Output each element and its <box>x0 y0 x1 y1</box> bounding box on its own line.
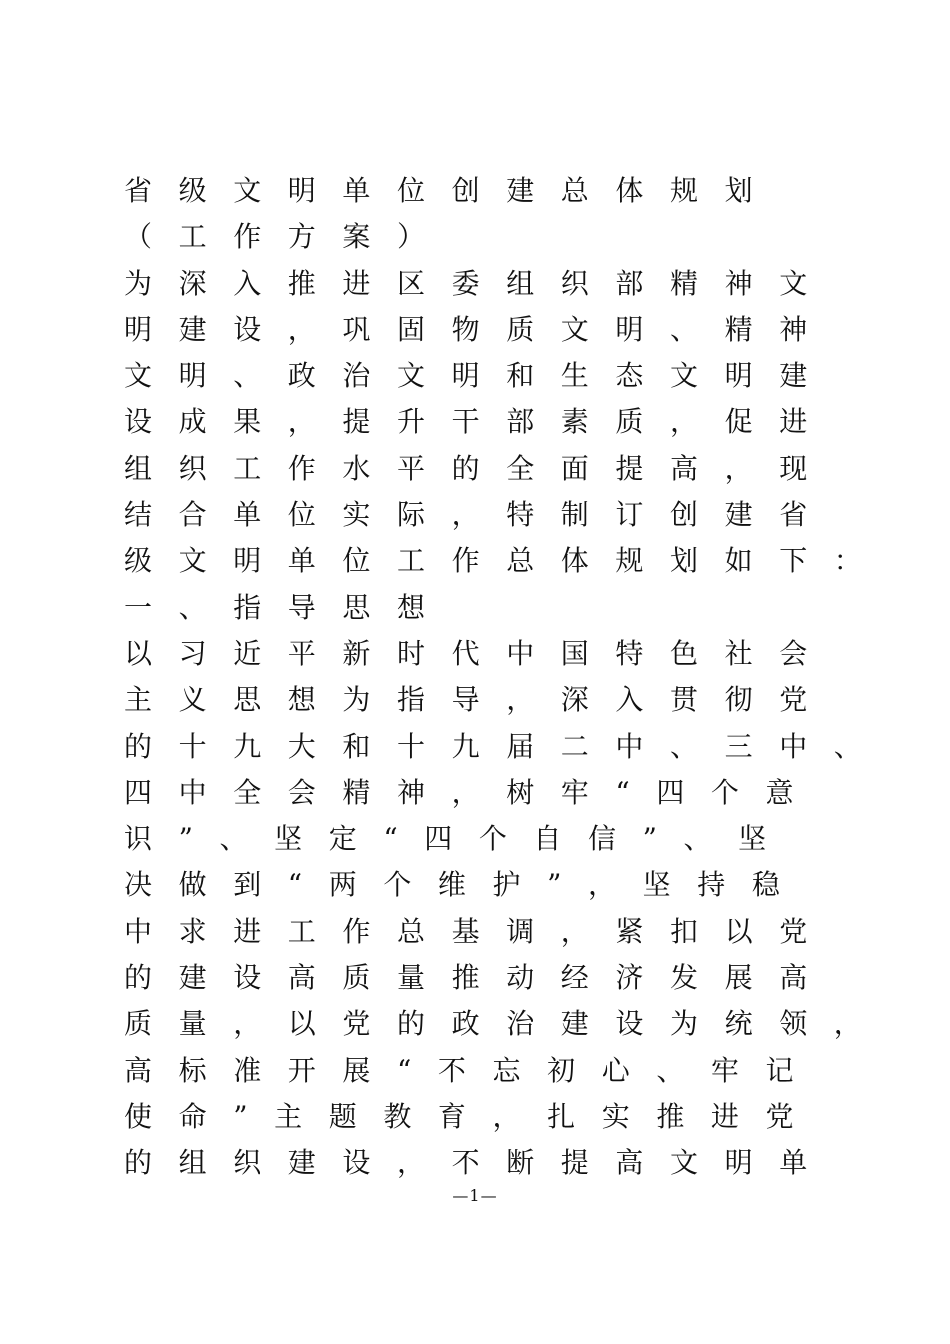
text-line: 使命”主题教育，扎实推进党 <box>124 1099 821 1133</box>
document-body <box>124 168 889 1187</box>
text-line: 为深入推进区委组织部精神文 <box>124 266 834 300</box>
document-subtitle: （工作方案） <box>124 220 452 254</box>
text-line: 决做到“两个维护”，坚持稳 <box>124 868 807 902</box>
text-line: 质量，以党的政治建设为统领， <box>124 1007 889 1041</box>
text-line: 中求进工作总基调，紧扣以党 <box>124 914 834 948</box>
text-line: 设成果，提升干部素质，促进 <box>124 405 834 439</box>
text-line: 组织工作水平的全面提高，现 <box>124 451 834 485</box>
section-heading: 一、指导思想 <box>124 590 452 624</box>
text-line: 高标准开展“不忘初心、牢记 <box>124 1053 821 1087</box>
document-title: 省级文明单位创建总体规划 <box>124 174 780 207</box>
text-line: 文明、政治文明和生态文明建 <box>124 359 834 393</box>
page-number: —1— <box>452 1186 498 1205</box>
text-line: 以习近平新时代中国特色社会 <box>124 636 834 670</box>
text-line: 四中全会精神，树牢“四个意 <box>124 775 821 809</box>
text-line: 明建设，巩固物质文明、精神 <box>124 312 834 346</box>
text-line: 的建设高质量推动经济发展高 <box>124 961 834 995</box>
text-line: 结合单位实际，特制订创建省 <box>124 498 834 532</box>
text-line: 识”、坚定“四个自信”、坚 <box>124 822 793 856</box>
text-line: 级文明单位工作总体规划如下： <box>124 544 889 578</box>
text-line: 的十九大和十九届二中、三中、 <box>124 729 889 763</box>
text-line: 主义思想为指导，深入贯彻党 <box>124 683 834 717</box>
text-line: 的组织建设，不断提高文明单 <box>124 1146 834 1180</box>
